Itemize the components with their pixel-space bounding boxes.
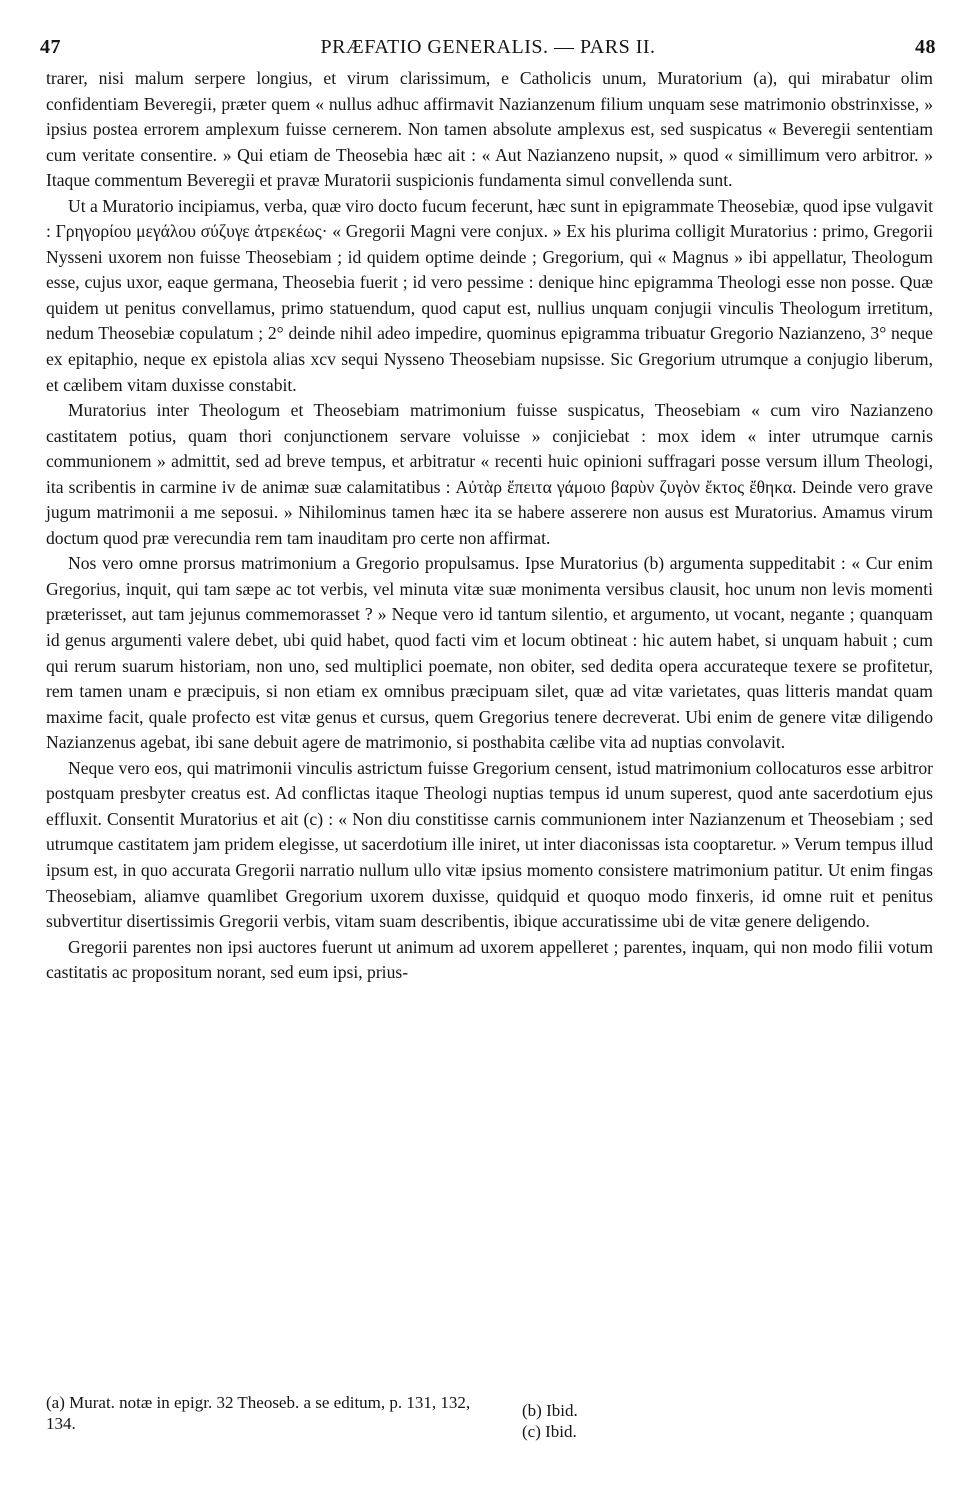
footnote-a: (a) Murat. notæ in epigr. 32 Theoseb. a se editum, p. 131, 132, 134. [46,1393,471,1433]
body-text [46,66,933,986]
paragraph: Ut a Muratorio incipiamus, verba, quæ viro docto fucum fecerunt, hæc sunt in epigrammate Theosebiæ, quod ipse vulgavit : Γρηγορίου μεγάλου σύζυγε ἀτρεκέως· « Gregorii Magni vere conjux. » Ex his plurima colligit Muratorius : primo, Gregorii Nysseni uxorem non fuisse Theosebiam ; id quidem optime deinde ; Gregorium, qui « Magnus » ibi appellatur, Theologum esse, cujus uxor, eaque germana, Theosebia fuerit ; id vero pessime : denique hinc epigramma Theologi esse non posse. Quæ quidem ut penitus convellamus, primo statuendum, quod caput est, nullius unquam conjugii vinculis Theologum irretitum, nedum Theosebiæ copulatum ; 2° deinde nihil adeo impedire, quominus epigramma tribuatur Gregorio Nazianzeno, 3° neque ex epitaphio, neque ex epistola alias xcv sequi Nysseno Theosebiam nupsisse. Sic Gregorium utrumque a conjugio liberum, et cælibem vitam duxisse constabit. [46,195,933,395]
page-number-left: 47 [40,36,61,58]
page-number-right: 48 [915,36,936,58]
paragraph: Nos vero omne prorsus matrimonium a Gregorio propulsamus. Ipse Muratorius (b) argumenta suppeditabit : « Cur enim Gregorius, inquit, qui tam sæpe ac tot verbis, vel minuta vitæ suæ monimenta versibus clausit, hoc unum non levis momenti præterisset, aut tam jejunus commemorasset ? » Neque vero id tantum silentio, et argumento, ut vocant, negante ; quanquam id genus argumenti valere debet, ubi quid habet, quod facti vim et locum obtineat : hic autem habet, si unquam habuit ; cum qui rerum suarum historiam, non uno, sed multiplici poemate, non obiter, sed dedita opera accurateque texere se profitetur, rem tamen unam e præcipuis, si non etiam ex omnibus præcipuam silet, quæ ad vitæ varietates, quas litteris mandat quam maxime facit, quale profecto est vitæ genus et cursus, quem Gregorius tenere decreverat. Ubi enim de genere vitæ diligendo Nazianzenus agebat, ibi sane debuit agere de matrimonio, si posthabita cælibe vita ad nuptias convolavit. [46,553,933,753]
footnotes-bc [522,1400,722,1442]
paragraph: Gregorii parentes non ipsi auctores fuerunt ut animum ad uxorem appelleret ; parentes, inquam, qui non modo filii votum castitatis ac propositum norant, sed eum ipsi, prius- [46,936,933,983]
paragraph: trarer, nisi malum serpere longius, et virum clarissimum, e Catholicis unum, Muratorium (a), qui mirabatur olim confidentiam Beveregii, præter quem « nullus adhuc affirmavit Nazianzenum filium unquam sese matrimonio obstrinxisse, » ipsius postea errorem amplexum fuisse cernerem. Non tamen absolute amplexus est, sed suspicatus « Beveregii sententiam cum veritate consentire. » Qui etiam de Theosebia hæc ait : « Aut Nazianzeno nupsit, » quod « simillimum vero arbitror. » Itaque commentum Beveregii et pravæ Muratorii suspicionis fundamenta simul convellenda sunt. [46,68,933,191]
running-header [40,36,936,66]
paragraph: Muratorius inter Theologum et Theosebiam matrimonium fuisse suspicatus, Theosebiam « cum viro Nazianzeno castitatem potius, quam thori conjunctionem servare voluisse » conjiciebat : mox idem « inter utrumque carnis communionem » admittit, sed ad breve tempus, et arbitratur « recenti huic opinioni suffragari posse versum illum Theologi, ita scribentis in carmine iv de animæ suæ calamitatibus : Αὐτὰρ ἔπειτα γάμοιο βαρὺν ζυγὸν ἔκτος ἔθηκα. Deinde vero grave jugum matrimonii a me seposui. » Nihilominus tamen hæc ita se habere asserere non ausus est Muratorius. Amamus virum doctum quod præ verecundia rem tam inauditam pro certe non affirmat. [46,400,933,548]
running-title: PRÆFATIO GENERALIS. — PARS II. [320,36,656,58]
paragraph: Neque vero eos, qui matrimonii vinculis astrictum fuisse Gregorium censent, istud matrimonium collocaturos esse arbitror postquam presbyter creatus est. Ad conflictas itaque Theologi nuptias tempus id unum superest, quod ante sacerdotium ejus effluxit. Consentit Muratorius et ait (c) : « Non diu constitisse carnis communionem inter Nazianzenum et Theosebiam ; sed utrumque castitatem jam pridem elegisse, ut sacerdotium ille iniret, ut inter diaconissas ista cooptaretur. » Verum tempus illud ipsum est, in quo accurata Gregorii narratio nullum ullo vitæ ipsius momento consistere matrimonium patitur. Ut enim fingas Theosebiam, aliamve quamlibet Gregorium uxorem duxisse, quidquid et quoquo modo finxeris, id omne ruit et penitus subvertitur disertissimis Gregorii verbis, vitam suam describentis, ibique accuratissime ubi de vitæ genere deligendo. [46,757,933,932]
footnote-b: (b) Ibid. [522,1401,578,1420]
footnote-c: (c) Ibid. [522,1422,577,1441]
footnotes [46,1392,933,1452]
